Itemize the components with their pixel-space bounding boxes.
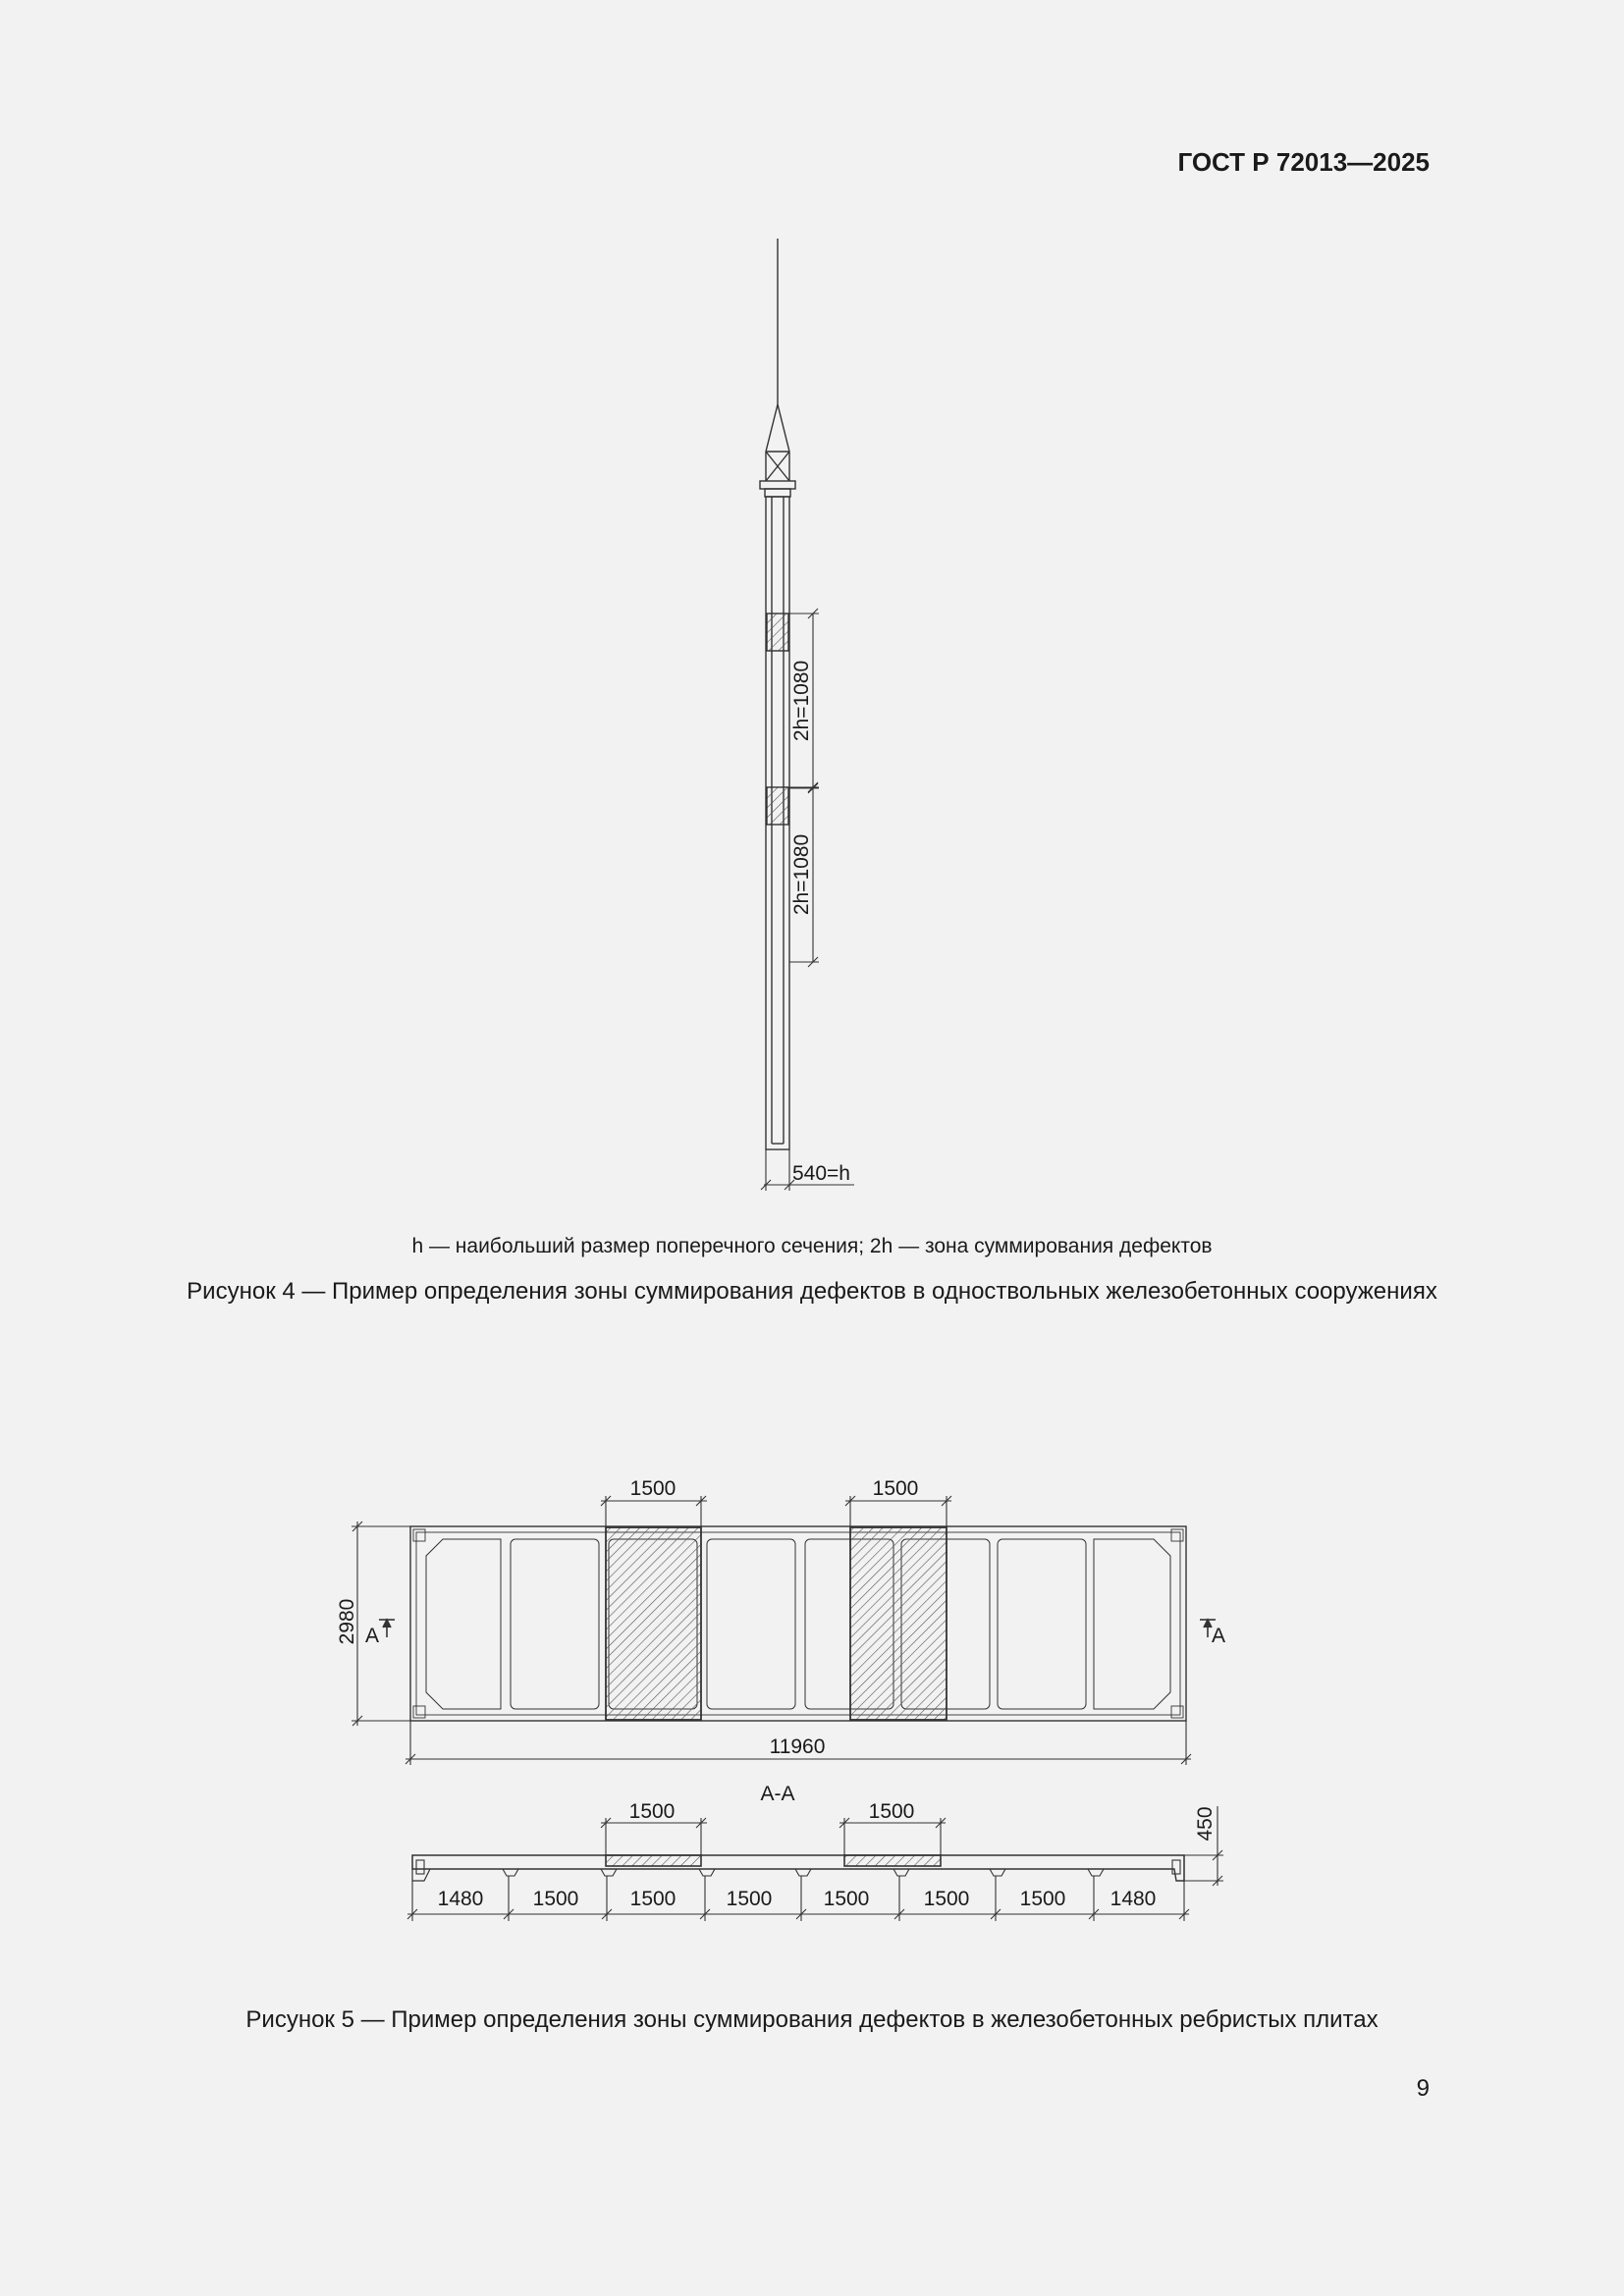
section-dim-label-5: 1500 xyxy=(823,1888,870,1910)
plan-height-dim xyxy=(352,1522,410,1726)
section-dim-label-6: 1500 xyxy=(923,1888,970,1910)
plan-top-dims xyxy=(601,1496,951,1526)
section-dim-label-7: 1500 xyxy=(1019,1888,1066,1910)
figure5-plan xyxy=(352,1496,1216,1765)
section-defect-zone-1 xyxy=(606,1855,701,1866)
section-defect-zone-2 xyxy=(844,1855,941,1866)
defect-zone-2 xyxy=(767,787,788,825)
plan-defect-zone-1 xyxy=(606,1527,701,1720)
section-profile xyxy=(412,1855,1184,1881)
section-bottom-dims xyxy=(407,1876,1189,1921)
dim-label-section: 540=h xyxy=(792,1162,850,1185)
section-title: А-А xyxy=(760,1783,795,1805)
document-code: ГОСТ Р 72013—2025 xyxy=(1177,147,1430,177)
section-dim-label-2: 1500 xyxy=(532,1888,579,1910)
slab-outline xyxy=(410,1526,1186,1721)
plan-top-dim-label-1: 1500 xyxy=(629,1477,677,1500)
section-top-dim-label-2: 1500 xyxy=(868,1800,915,1823)
section-mark-left: А xyxy=(365,1625,380,1647)
figure5-section xyxy=(407,1806,1223,1921)
section-arrows xyxy=(379,1620,1216,1637)
page-number: 9 xyxy=(1416,2075,1430,2102)
section-top-dim-label-1: 1500 xyxy=(628,1800,676,1823)
figure4-caption: Рисунок 4 — Пример определения зоны суммирования дефектов в одноствольных железобетонных сооружениях xyxy=(187,1278,1437,1305)
plan-length-label: 11960 xyxy=(769,1735,826,1758)
section-dim-label-1: 1480 xyxy=(437,1888,484,1910)
plan-defect-zone-2 xyxy=(850,1527,947,1720)
section-top-dims xyxy=(601,1818,946,1855)
section-dim-label-8: 1480 xyxy=(1110,1888,1157,1910)
section-mark-right: А xyxy=(1212,1625,1226,1647)
section-dim-label-4: 1500 xyxy=(726,1888,773,1910)
plan-top-dim-label-2: 1500 xyxy=(872,1477,919,1500)
dim-label-zone-1: 2h=1080 xyxy=(790,660,813,742)
section-height-label: 450 xyxy=(1194,1806,1217,1842)
section-ribs xyxy=(416,1860,1180,1876)
defect-zone-1 xyxy=(767,614,788,651)
dim-label-zone-2: 2h=1080 xyxy=(790,833,813,916)
figure4-legend: h — наибольший размер поперечного сечения; 2h — зона суммирования дефектов xyxy=(411,1235,1213,1257)
lattice-top xyxy=(760,404,795,497)
figure5-caption: Рисунок 5 — Пример определения зоны суммирования дефектов в железобетонных ребристых плитах xyxy=(245,2006,1379,2033)
plan-height-label: 2980 xyxy=(336,1598,358,1645)
slab-cells xyxy=(426,1539,1170,1709)
section-dim-label-3: 1500 xyxy=(629,1888,677,1910)
